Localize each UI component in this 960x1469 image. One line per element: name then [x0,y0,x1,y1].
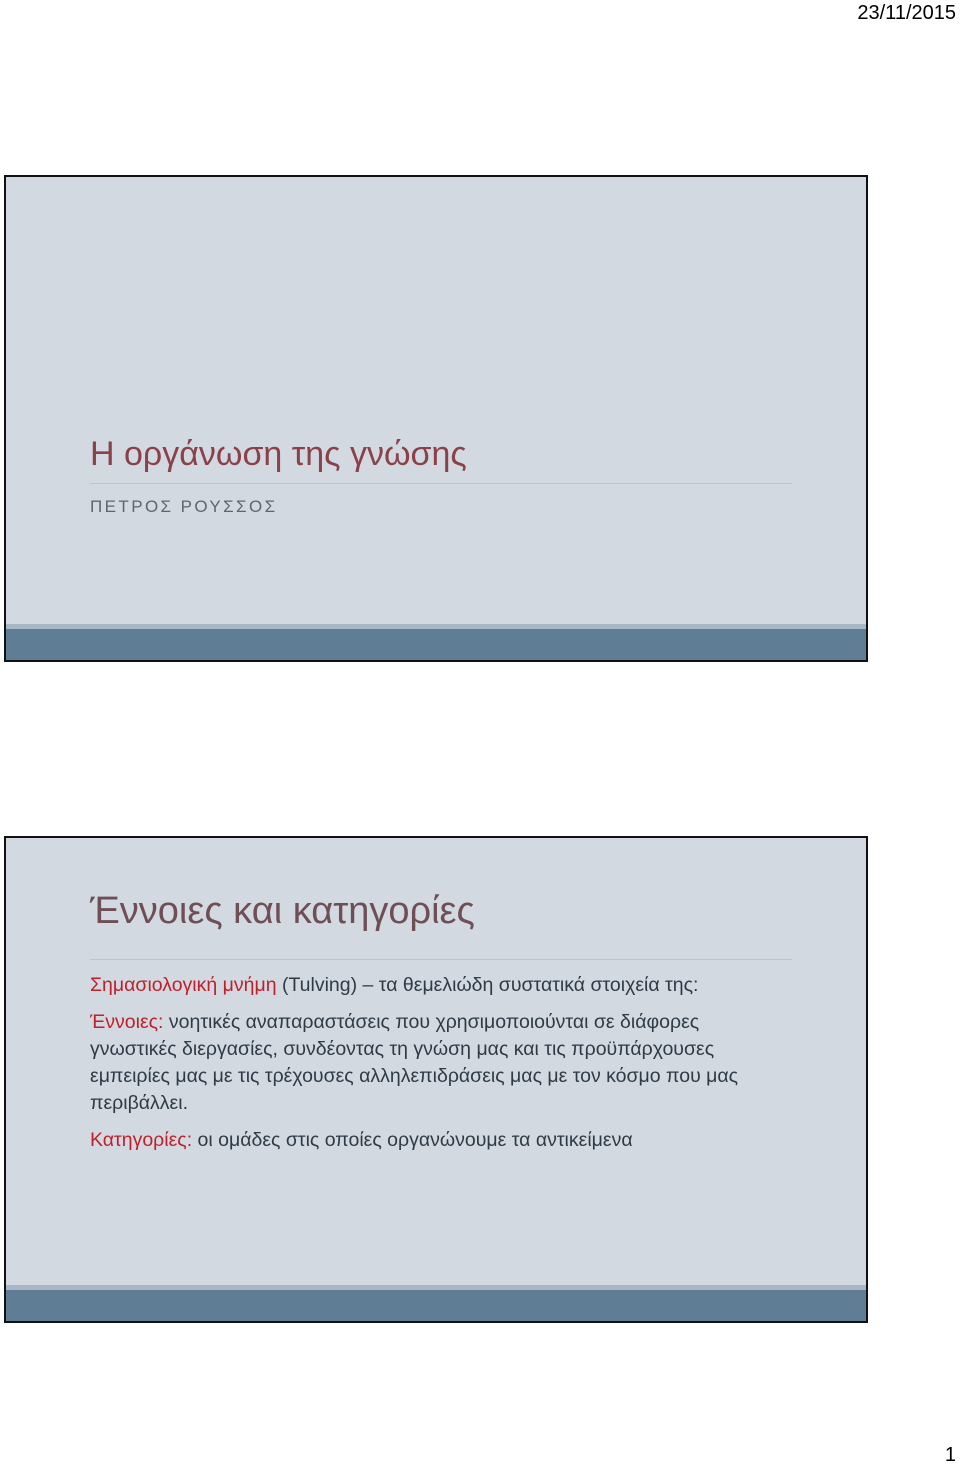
paragraph-text: (Tulving) – τα θεμελιώδη συστατικά στοιχεία της: [276,974,699,996]
paragraph-text: νοητικές αναπαραστάσεις που χρησιμοποιούνται σε διάφορες γνωστικές διεργασίες, συνδέοντας τη γνώση μας και τις προϋπάρχουσες εμπειρίες μας με τις τρέχουσες αλληλεπιδράσεις μας με τον κόσμο που μας περιβάλλει. [90,1011,739,1114]
slide-2-body [90,972,790,1164]
paragraph-categories [90,1127,790,1154]
slide-1-title: Η οργάνωση της γνώσης [90,435,467,473]
term-categories: Κατηγορίες: [90,1129,193,1151]
slide-1-band [6,629,866,660]
paragraph-text: οι ομάδες στις οποίες οργανώνουμε τα αντικείμενα [192,1129,633,1151]
slide-2-title: Έννοιες και κατηγορίες [90,890,475,932]
page-date: 23/11/2015 [857,2,956,24]
page-number: 1 [944,1444,956,1466]
slide-2 [4,836,868,1323]
paragraph-concepts [90,1009,790,1117]
paragraph-semantic-memory [90,972,790,999]
slide-1 [4,175,868,662]
slide-2-title-rule [90,959,792,960]
term-concepts: Έννοιες: [90,1011,164,1033]
term-semantic-memory: Σημασιολογική μνήμη [90,974,277,996]
slide-1-subtitle: ΠΕΤΡΟΣ ΡΟΥΣΣΟΣ [90,497,278,516]
slide-2-band [6,1290,866,1321]
slide-1-title-rule [90,483,792,484]
